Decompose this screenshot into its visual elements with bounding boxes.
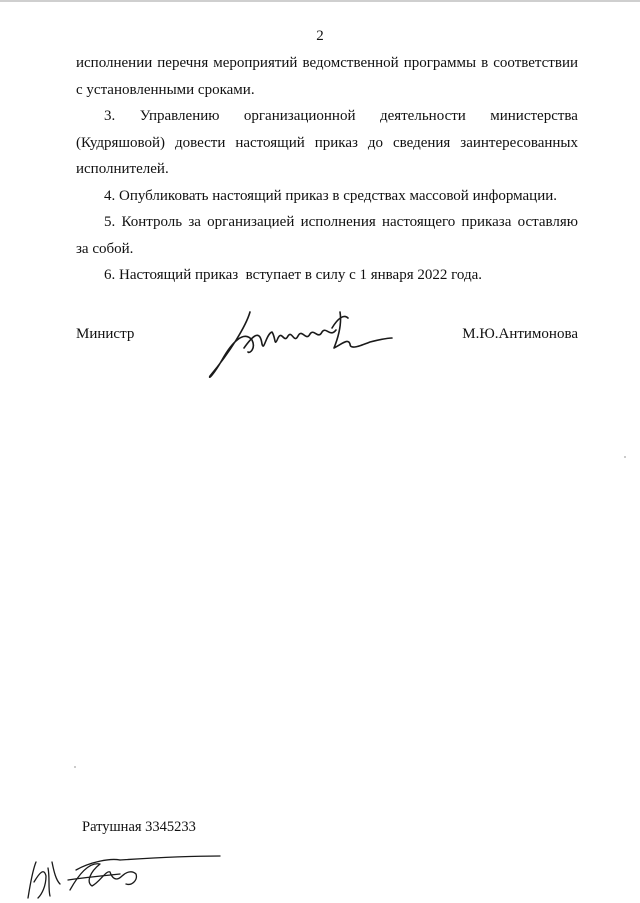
page-top-border <box>0 0 640 2</box>
paragraph-3-word-3: деятельности <box>379 108 466 124</box>
initials-signatures <box>20 842 230 902</box>
paragraph-5-line-2: за собой. <box>76 240 134 257</box>
continued-paragraph-line-1: исполнении перечня мероприятий ведомственной программы в соответствии <box>76 55 578 71</box>
executor-contact: Ратушная 3345233 <box>82 819 196 835</box>
paragraph-6: 6. Настоящий приказ вступает в силу с 1 января 2022 года. <box>104 267 482 283</box>
paragraph-3-number: 3. <box>104 108 116 124</box>
paragraph-4: 4. Опубликовать настоящий приказ в средствах массовой информации. <box>104 187 558 204</box>
paragraph-3-line-1 <box>76 103 578 130</box>
paragraph-5-line-1: 5. Контроль за организацией исполнения настоящего приказа оставляю <box>104 214 578 230</box>
continued-paragraph-line-2: с установленными сроками. <box>76 81 255 98</box>
page-number: 2 <box>316 28 324 44</box>
paragraph-3-word-4: министерства <box>490 108 578 124</box>
paragraph-3-word-1: Управлению <box>139 108 220 124</box>
paragraph-3-line-3: исполнителей. <box>76 161 169 177</box>
paragraph-3-word-2: организационной <box>243 108 356 124</box>
document-body <box>76 50 578 289</box>
signatory-name: М.Ю.Антимонова <box>462 326 578 342</box>
scan-speck <box>74 766 76 768</box>
signatory-title: Министр <box>76 326 135 342</box>
handwritten-signature <box>200 304 400 382</box>
scan-speck <box>624 456 626 458</box>
paragraph-3-line-2: (Кудряшовой) довести настоящий приказ до сведения заинтересованных <box>76 134 578 151</box>
